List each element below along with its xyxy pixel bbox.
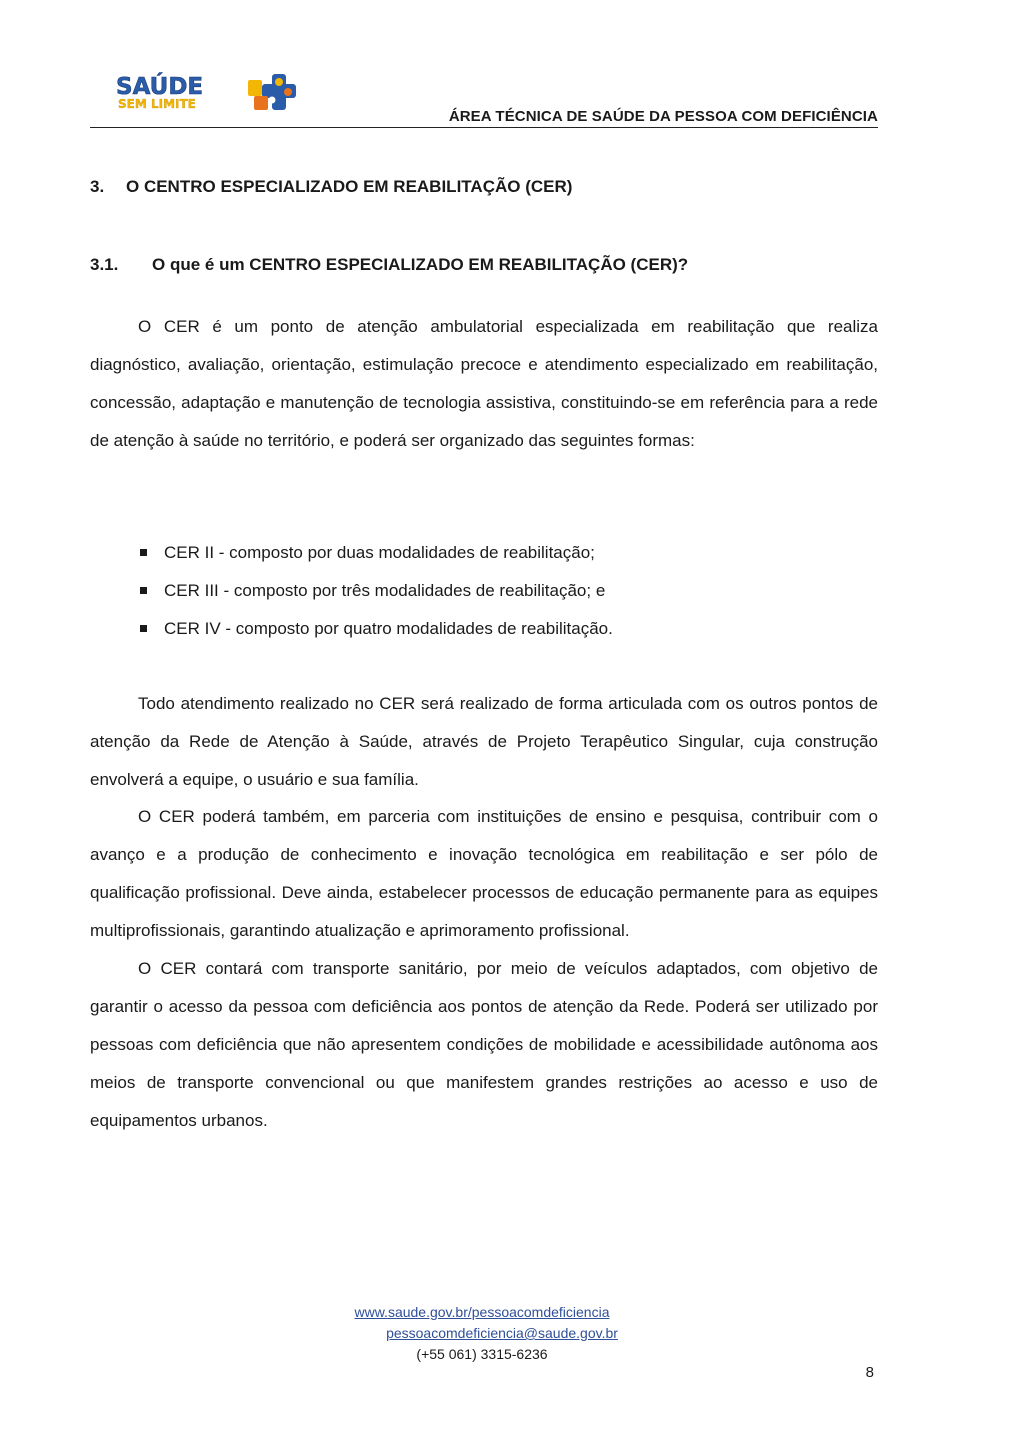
section-number: 3.	[90, 177, 105, 196]
list-item: CER II - composto por duas modalidades de reabilitação;	[138, 534, 613, 572]
footer	[260, 1302, 704, 1365]
section-title: O CENTRO ESPECIALIZADO EM REABILITAÇÃO (CER)	[126, 177, 573, 196]
section-heading	[90, 177, 572, 197]
subsection-title: O que é um CENTRO ESPECIALIZADO EM REABILITAÇÃO (CER)?	[152, 255, 689, 274]
list-item: CER IV - composto por quatro modalidades de reabilitação.	[138, 610, 613, 648]
logo-cross-icon	[248, 74, 296, 110]
paragraph-4: O CER contará com transporte sanitário, por meio de veículos adaptados, com objetivo de garantir o acesso da pessoa com deficiência aos pontos de atenção da Rede. Poderá ser utilizado por pessoas com deficiência que não apresentem condições de mobilidade e acessibilidade autônoma aos meios de transporte convencional ou que manifestem grandes restrições ao acesso e uso de equipamentos urbanos.	[90, 959, 878, 1130]
header-title: ÁREA TÉCNICA DE SAÚDE DA PESSOA COM DEFICIÊNCIA	[448, 108, 878, 125]
saude-sem-limite-logo	[112, 70, 302, 116]
cer-types-list	[138, 534, 613, 648]
paragraph-1: O CER é um ponto de atenção ambulatorial especializada em reabilitação que realiza diagnóstico, avaliação, orientação, estimulação precoce e atendimento especializado em reabilitação, concessão, adaptação e manutenção de tecnologia assistiva, constituindo-se em referência para a rede de atenção à saúde no território, e poderá ser organizado das seguintes formas:	[90, 317, 878, 450]
header-divider	[90, 127, 878, 128]
website-link[interactable]: www.saude.gov.br/pessoacomdeficiencia	[354, 1304, 610, 1320]
paragraph-2: Todo atendimento realizado no CER será realizado de forma articulada com os outros pontos de atenção da Rede de Atenção à Saúde, através de Projeto Terapêutico Singular, cuja construção envolverá a equipe, o usuário e sua família.	[90, 694, 878, 789]
list-item: CER III - composto por três modalidades de reabilitação; e	[138, 572, 613, 610]
subsection-number: 3.1.	[90, 255, 119, 274]
subsection-heading	[90, 255, 688, 275]
page-number: 8	[865, 1364, 874, 1381]
email-link[interactable]: pessoacomdeficiencia@saude.gov.br	[386, 1325, 618, 1341]
paragraph-3: O CER poderá também, em parceria com instituições de ensino e pesquisa, contribuir com o avanço e a produção de conhecimento e inovação tecnológica em reabilitação e ser pólo de qualificação profissional. Deve ainda, estabelecer processos de educação permanente para as equipes multiprofissionais, garantindo atualização e aprimoramento profissional.	[90, 807, 878, 940]
logo-text-saude: SAÚDE	[116, 74, 204, 100]
phone-number: (+55 061) 3315-6236	[416, 1346, 548, 1362]
logo-text-sem-limite: SEM LIMITE	[118, 97, 196, 111]
